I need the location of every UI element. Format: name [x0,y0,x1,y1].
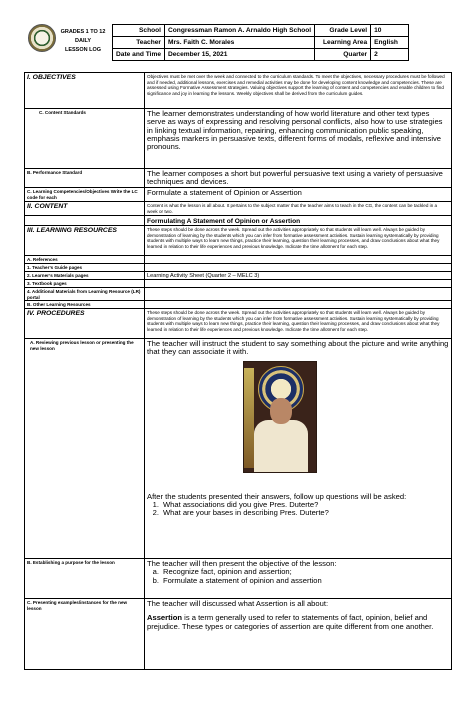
content-heading: II. CONTENT [25,202,145,215]
performance-standard-label: B. Performance Standard [25,169,145,187]
objective-a: Recognize fact, opinion and assertion; [163,567,292,577]
teacher-label: Teacher [113,37,165,49]
textbook-label: 3. Textbook pages [25,280,145,287]
procedure-a-content [145,339,451,558]
content-standards-label: C. Content Standards [25,109,145,168]
other-resources-row [25,301,451,309]
lesson-table [24,72,452,670]
procedure-b-content [145,559,451,598]
header-table [112,24,409,61]
lr-portal-row [25,288,451,301]
list-item: 2. What are your bases in describing Pres. Duterte? [152,508,329,518]
quarter-label: Quarter [315,49,371,61]
list-item: 1. What associations did you give Pres. Duterte? [152,499,319,509]
head-shape [270,398,292,424]
lesson-log-page [24,22,452,712]
question-2: What are your bases in describing Pres. Duterte? [163,508,329,518]
list-item: a. Recognize fact, opinion and assertion; [152,567,292,577]
objective-b: Formulate a statement of opinion and assertion [163,575,322,585]
grade-value: 10 [371,25,409,37]
topic-text: Formulating A Statement of Opinion or Assertion [147,218,301,225]
topic-row [25,216,451,226]
assertion-definition [147,614,449,631]
barong-shape [254,420,308,473]
resources-heading: III. LEARNING RESOURCES [25,226,145,255]
assertion-term: Assertion [147,613,183,623]
guide-label: 1. Teacher’s Guide pages [25,264,145,271]
materials-label: 2. Learner’s Materials pages [25,272,145,279]
dll-title-line: GRADES 1 TO 12 [60,29,106,35]
procedures-text: These steps should be done across the week. Spread out the activities appropriately so that students will learn well. Always be guided by demonstration of learning by the students which you can infer from formative assessment activities. Sustain learning systematically by providing students with multiple ways to learn new things, practice their learning, question their learning processes, and draw conclusions about what they learned in relation to their life experiences and previous knowledge. Indicate the time allotment for each step. [147,310,440,332]
other-resources-label: B. Other Learning Resources [25,301,145,308]
procedure-b-label: B. Establishing a purpose for the lesson [25,559,145,598]
header [24,22,452,68]
list-item: b. Formulate a statement of opinion and assertion [152,575,322,585]
flag-shape [244,368,254,468]
other-resources-value [145,301,451,308]
lr-portal-label: 4. Additional Materials from Learning Resource (LR) portal [25,288,145,300]
procedure-a-row [25,339,451,559]
teacher-value: Mrs. Faith C. Morales [165,37,315,49]
school-label: School [113,25,165,37]
assertion-text: is a term generally used to refer to statements of fact, opinion, belief and prejudice. These types or categories of assertion are quite different from one another. [147,613,434,631]
lr-portal-value [145,288,451,300]
guide-value [145,264,451,271]
resources-text: These steps should be done across the week. Spread out the activities appropriately so that students will learn well. Always be guided by demonstration of learning by the students which you can infer from formative assessment activities. Sustain learning systematically by providing students with multiple ways to learn new things, practice their learning, question their learning processes, and draw conclusions about what they learned in relation to their life experiences and previous knowledge. Indicate the time allotment for each step. [147,227,440,249]
competencies-label: C. Learning Competencies/Objectives Write the LC code for each [25,188,145,201]
date-value: December 15, 2021 [165,49,315,61]
president-photo [243,361,317,473]
materials-row [25,272,451,280]
procedure-a-follow: After the students presented their answers, follow up questions will be asked: [147,491,407,501]
guide-row [25,264,451,272]
competencies-text: Formulate a statement of Opinion or Assertion [147,188,302,197]
content-standards-text: The learner demonstrates understanding of how world literature and other text types serve as ways of expressing and resolving personal conflicts, also how to use strategies in linking textual information, repairing, enhancing communication public speaking, emphasis markers in persuasive texts, different forms of modals, reflexive and intensive pronouns. [147,109,443,152]
procedures-heading: IV. PROCEDURES [25,309,145,338]
references-label: A. References [25,256,145,263]
procedure-c-content [145,599,451,669]
area-value: English [371,37,409,49]
procedure-b-intro: The teacher will then present the objective of the lesson: [147,559,337,568]
dll-title-line: LESSON LOG [64,47,102,53]
content-standards-row [25,109,451,169]
question-1: What associations did you give Pres. Duterte? [163,499,319,509]
area-label: Learning Area [315,37,371,49]
procedure-c-label: C. Presenting examples/instances for the new lesson [25,599,145,669]
procedures-row [25,309,451,339]
procedure-c-row [25,599,451,669]
date-label: Date and Time [113,49,165,61]
content-text: Content is what the lesson is all about. It pertains to the subject matter that the teacher aims to teach in the CG, the content can be tackled in a week or two. [147,203,438,214]
performance-standard-text: The learner composes a short but powerful persuasive text using a variety of persuasive techniques and devices. [147,169,443,187]
procedure-c-intro: The teacher will discussed what Assertion is all about: [147,599,329,608]
quarter-value: 2 [371,49,409,61]
procedure-a-label: A. Reviewing previous lesson or presenting the new lesson [25,339,145,558]
dll-title [58,28,108,55]
dll-title-line: DAILY [75,38,91,44]
objectives-row [25,73,451,109]
materials-value: Learning Activity Sheet (Quarter 2 – MELC 3) [147,273,260,279]
deped-seal-logo [28,24,56,52]
objectives-heading: I. OBJECTIVES [25,73,145,108]
textbook-row [25,280,451,288]
procedure-a-intro: The teacher will instruct the student to say something about the picture and write anything that they can associate it with. [147,339,449,357]
content-row [25,202,451,216]
school-value: Congressman Ramon A. Arnaldo High School [165,25,315,37]
competencies-row [25,188,451,202]
topic-blank [25,216,145,225]
references-row [25,256,451,264]
performance-standard-row [25,169,451,188]
references-value [145,256,451,263]
resources-row [25,226,451,256]
procedure-b-row [25,559,451,599]
textbook-value [145,280,451,287]
objectives-text: Objectives must be met over the week and connected to the curriculum standards. To meet the objectives, necessary procedures must be followed and if needed, additional lessons, exercises and remedial activities may be done for developing content knowledge and competencies. These are assessed using Formative Assessment strategies. Valuing objectives support the learning of content and competencies and enable children to find significance and joy in learning the lessons. Weekly objectives shall be derived from the curriculum guides. [147,74,445,96]
grade-label: Grade Level [315,25,371,37]
